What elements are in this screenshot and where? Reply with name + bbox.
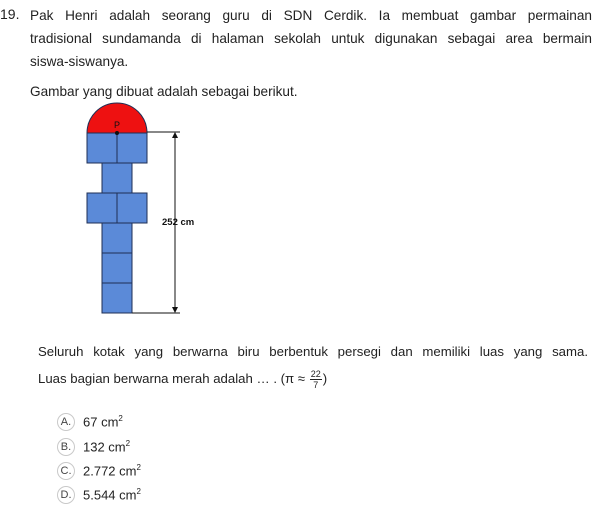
option-d-value: 5.544 cm: [83, 487, 137, 503]
prompt-suffix: ): [322, 370, 328, 386]
sundamanda-diagram: [80, 95, 220, 320]
option-b-letter: B.: [57, 438, 75, 456]
option-a-letter: A.: [57, 413, 75, 431]
arrowhead-bottom: [172, 307, 178, 313]
question-paragraph-figure-intro: Gambar yang dibuat adalah sebagai berikut.: [30, 84, 298, 99]
blue-square: [102, 223, 132, 253]
option-b[interactable]: [57, 438, 130, 456]
prompt-text: Luas bagian berwarna merah adalah … . (π ≈: [38, 370, 306, 386]
intro-line-3: siswa-siswanya.: [30, 54, 129, 69]
option-c-exponent: 2: [136, 463, 141, 473]
option-b-exponent: 2: [125, 439, 131, 449]
blue-square: [102, 283, 132, 313]
option-d-exponent: 2: [136, 487, 141, 497]
pi-numerator: 22: [310, 369, 321, 379]
point-p-label: P: [114, 120, 121, 130]
option-b-value: 132 cm: [83, 439, 126, 455]
option-c[interactable]: [57, 462, 141, 480]
option-d-text: [83, 487, 141, 502]
blue-square: [87, 193, 117, 223]
dimension-label: 252 cm: [162, 217, 195, 228]
pi-fraction: [310, 369, 322, 390]
option-c-text: [83, 463, 141, 478]
intro-line-1: Pak Henri adalah seorang guru di SDN Cerdik. Ia membuat gambar permainan: [30, 8, 592, 23]
option-c-letter: C.: [57, 462, 75, 480]
blue-square: [117, 133, 147, 163]
blue-square: [102, 253, 132, 283]
option-c-value: 2.772 cm: [83, 463, 137, 479]
option-b-text: [83, 439, 130, 454]
question-number: 19.: [0, 6, 20, 22]
question-statement: Seluruh kotak yang berwarna biru berbentuk persegi dan memiliki luas yang sama.: [38, 344, 588, 359]
sundamanda-figure: [80, 95, 220, 320]
option-d-letter: D.: [57, 486, 75, 504]
blue-square: [102, 163, 132, 193]
blue-square: [117, 193, 147, 223]
option-a-exponent: 2: [118, 414, 123, 424]
option-d[interactable]: [57, 486, 141, 504]
option-a-text: [83, 414, 123, 429]
option-a[interactable]: [57, 413, 123, 431]
blue-square: [87, 133, 117, 163]
arrowhead-top: [172, 132, 178, 138]
intro-line-2: tradisional sundamanda di halaman sekolah untuk digunakan sebagai area bermain: [30, 31, 592, 46]
option-a-value: 67 cm: [83, 414, 119, 430]
question-prompt: [38, 369, 327, 390]
question-paragraph-intro: [30, 4, 592, 73]
pi-denominator: 7: [313, 380, 319, 390]
point-p-dot: [115, 131, 119, 135]
